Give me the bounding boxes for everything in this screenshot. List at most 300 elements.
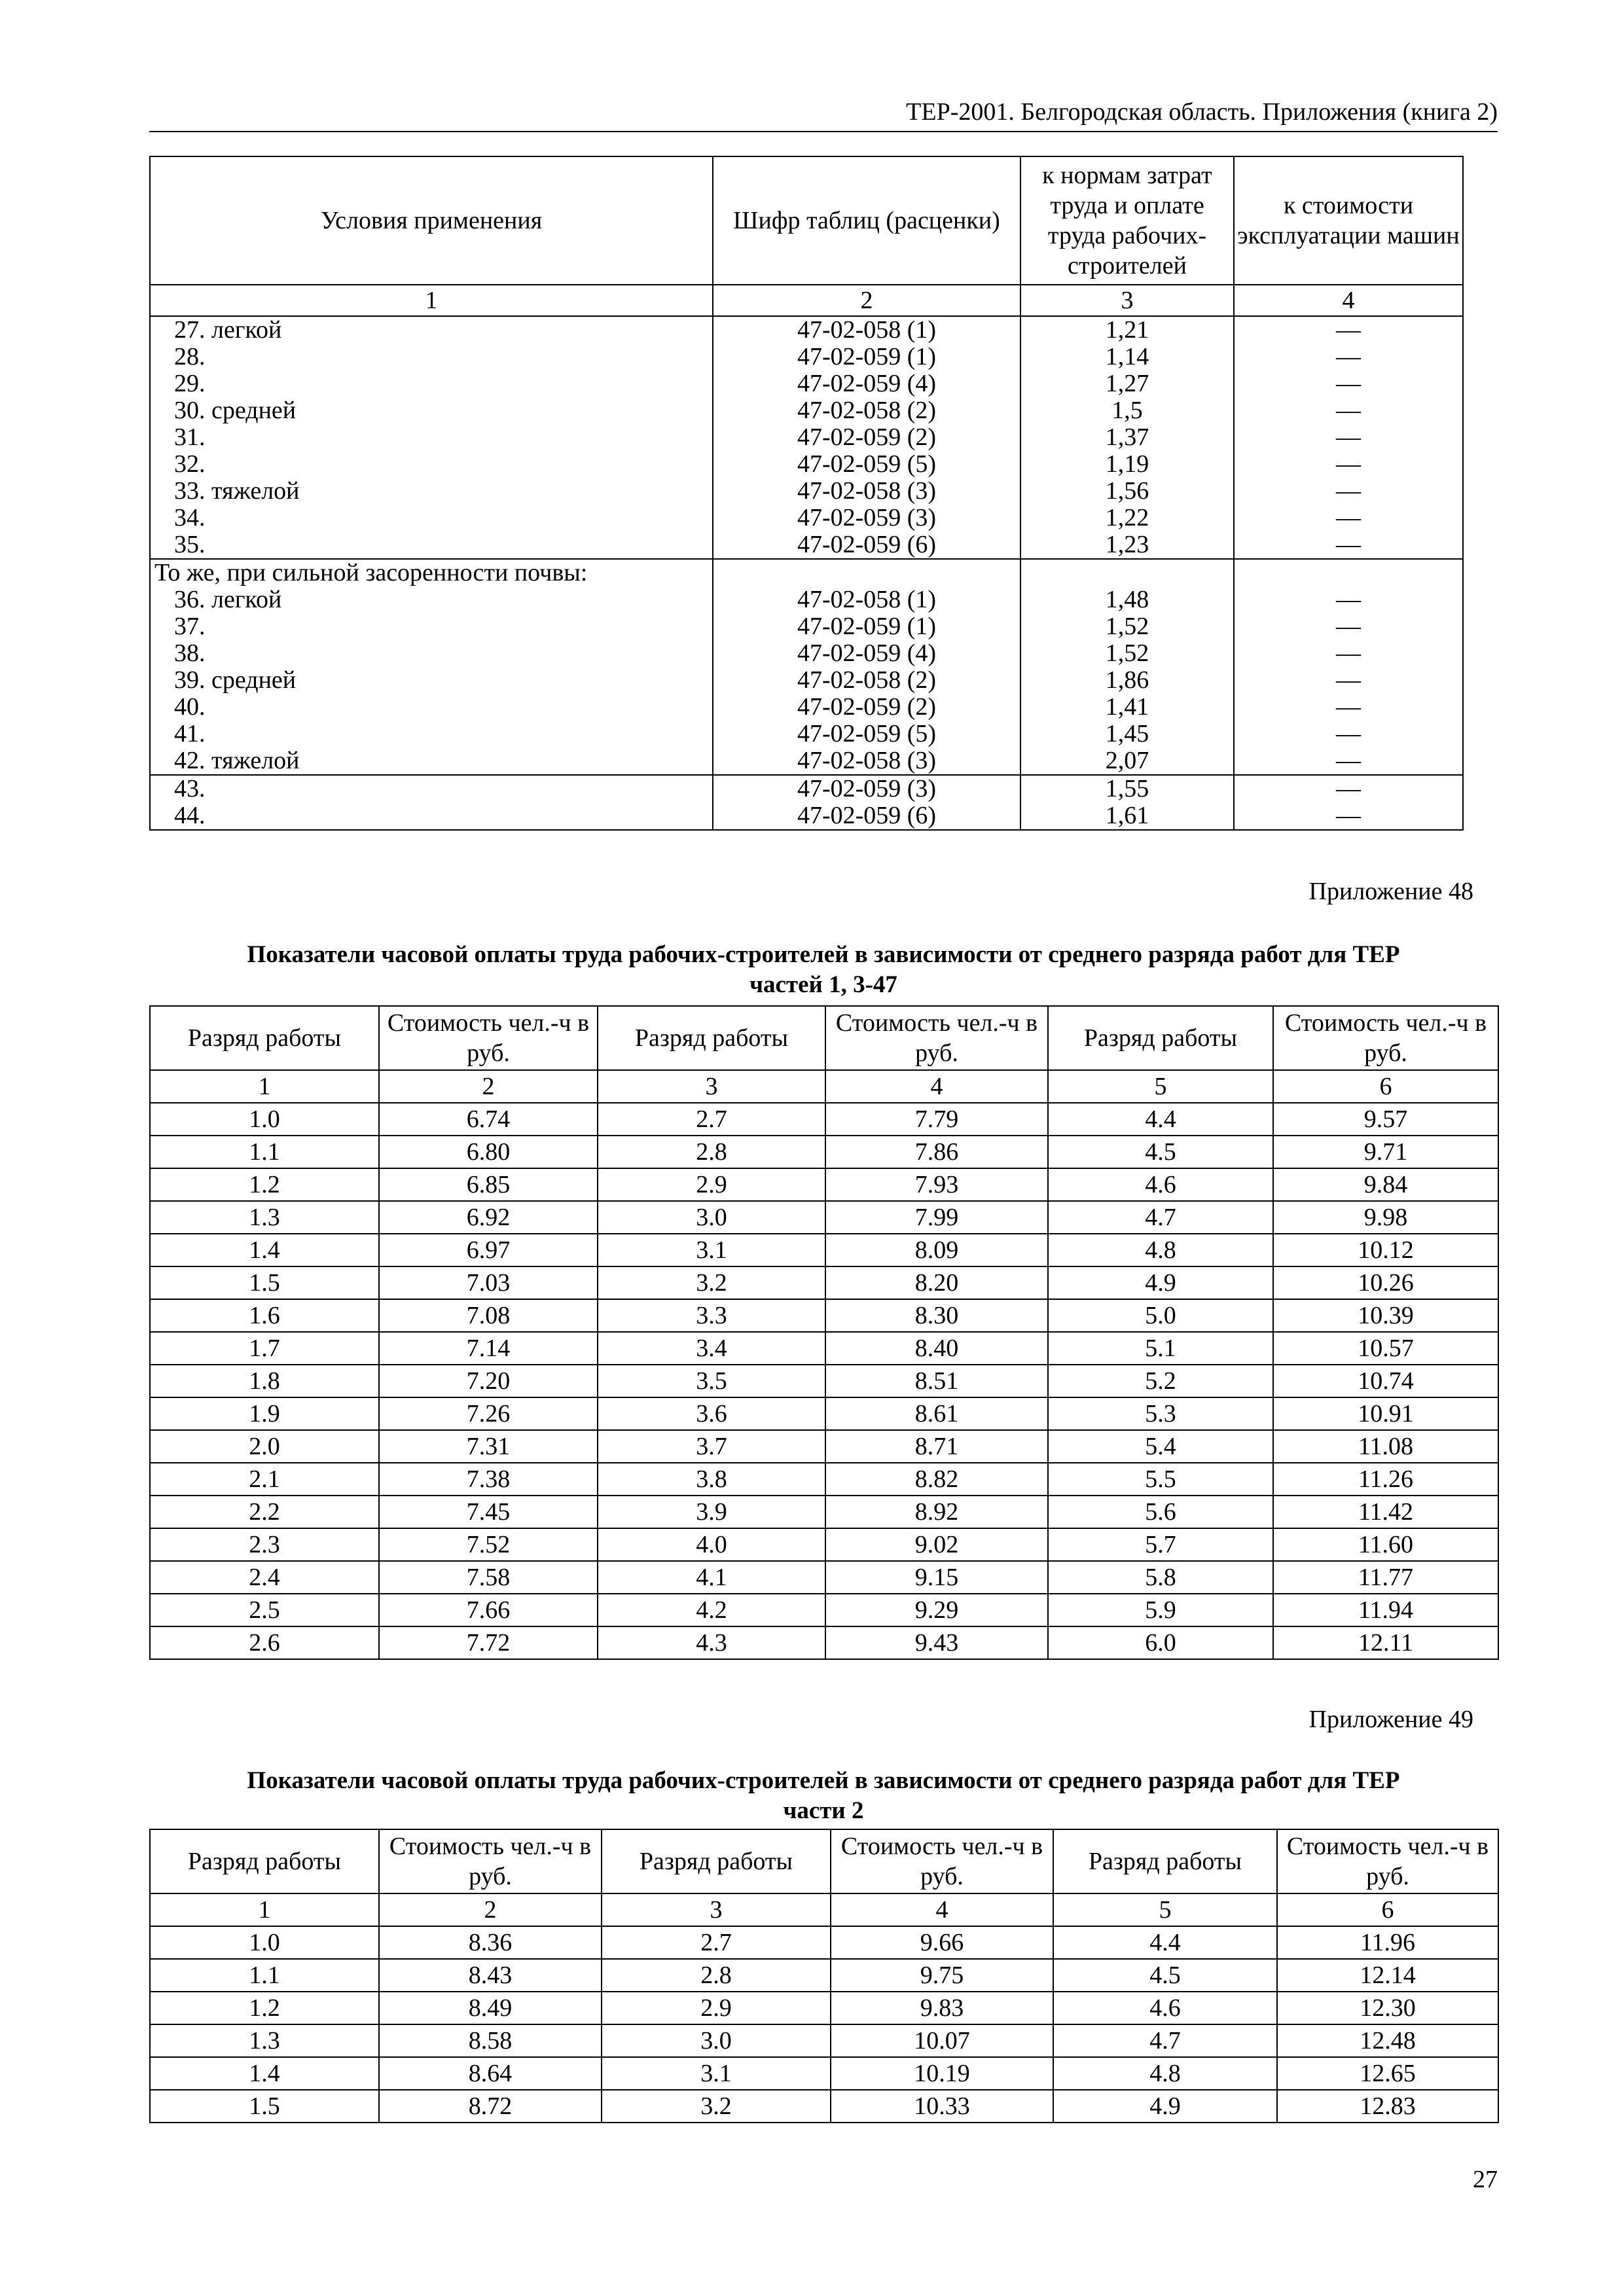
- table-code: 47-02-059 (1): [797, 344, 937, 370]
- table-row: [150, 1266, 1498, 1299]
- grade-cell: 4.7: [1053, 2024, 1277, 2057]
- condition-label: 35.: [174, 531, 206, 558]
- cost-cell: 8.71: [825, 1430, 1048, 1463]
- header-grade: Разряд работы: [150, 1006, 379, 1070]
- table-row: [150, 1136, 1498, 1168]
- grade-cell: 3.0: [602, 2024, 831, 2057]
- grade-cell: 2.3: [150, 1528, 379, 1561]
- column-number: 3: [602, 1893, 831, 1926]
- column-number: 5: [1053, 1893, 1277, 1926]
- cost-cell: 11.08: [1273, 1430, 1498, 1463]
- appendix-48-title-line1: Показатели часовой оплаты труда рабочих-строителей в зависимости от среднего разряда работ для ТЕР: [247, 941, 1400, 968]
- cost-cell: 9.29: [825, 1594, 1048, 1626]
- column-number: 3: [1020, 285, 1234, 316]
- machine-coefficient: —: [1336, 747, 1361, 774]
- header-cost: Стоимость чел.-ч в руб.: [379, 1006, 598, 1070]
- labor-coefficient: 1,52: [1105, 640, 1149, 667]
- grade-cell: 1.9: [150, 1397, 379, 1430]
- cost-cell: 7.66: [379, 1594, 598, 1626]
- appendix-49-label: Приложение 49: [1308, 1706, 1473, 1733]
- labor-coefficient: 1,61: [1105, 802, 1149, 829]
- machine-coefficient: —: [1336, 531, 1361, 558]
- column-number: 2: [379, 1070, 598, 1103]
- spacer: [1021, 560, 1233, 586]
- cost-cell: 6.92: [379, 1201, 598, 1234]
- cost-cell: 7.38: [379, 1463, 598, 1496]
- labor-coefficient: 1,52: [1105, 613, 1149, 640]
- grade-cell: 2.2: [150, 1496, 379, 1528]
- condition-label: 34.: [174, 505, 206, 531]
- grade-cell: 3.8: [598, 1463, 825, 1496]
- column-number: 1: [150, 285, 713, 316]
- cost-cell: 10.19: [831, 2057, 1053, 2090]
- table-code: 47-02-059 (4): [797, 370, 937, 397]
- column-number: 6: [1277, 1893, 1498, 1926]
- grade-cell: 5.4: [1048, 1430, 1273, 1463]
- grade-cell: 1.6: [150, 1299, 379, 1332]
- header-grade: Разряд работы: [602, 1829, 831, 1893]
- group-cell: [1234, 775, 1463, 830]
- condition-label: 31.: [174, 424, 206, 451]
- table-code: 47-02-058 (2): [797, 667, 937, 694]
- cost-cell: 9.66: [831, 1926, 1053, 1959]
- table-code: 47-02-058 (3): [797, 747, 937, 774]
- table-row: [150, 1234, 1498, 1266]
- grade-cell: 4.6: [1053, 1992, 1277, 2024]
- grade-cell: 4.0: [598, 1528, 825, 1561]
- table-code: 47-02-059 (6): [797, 531, 937, 558]
- condition-label: 43.: [174, 776, 206, 802]
- grade-cell: 4.6: [1048, 1168, 1273, 1201]
- cost-cell: 12.14: [1277, 1959, 1498, 1992]
- group-heading: То же, при сильной засоренности почвы:: [154, 560, 588, 586]
- table-row: [150, 1626, 1498, 1659]
- cost-cell: 7.93: [825, 1168, 1048, 1201]
- hourly-rates-table-48: [149, 1005, 1499, 1660]
- grade-cell: 5.8: [1048, 1561, 1273, 1594]
- cost-cell: 7.52: [379, 1528, 598, 1561]
- cost-cell: 10.57: [1273, 1332, 1498, 1365]
- grade-cell: 5.5: [1048, 1463, 1273, 1496]
- labor-coefficient: 1,14: [1105, 344, 1149, 370]
- grade-cell: 1.1: [150, 1136, 379, 1168]
- grade-cell: 1.1: [150, 1959, 379, 1992]
- cost-cell: 12.83: [1277, 2090, 1498, 2123]
- cost-cell: 9.71: [1273, 1136, 1498, 1168]
- header-cost: Стоимость чел.-ч в руб.: [1273, 1006, 1498, 1070]
- grade-cell: 3.3: [598, 1299, 825, 1332]
- header-cost: Стоимость чел.-ч в руб.: [379, 1829, 602, 1893]
- cost-cell: 12.30: [1277, 1992, 1498, 2024]
- grade-cell: 3.5: [598, 1365, 825, 1397]
- grade-cell: 5.3: [1048, 1397, 1273, 1430]
- cost-cell: 11.42: [1273, 1496, 1498, 1528]
- column-number: 1: [150, 1893, 379, 1926]
- cost-cell: 8.09: [825, 1234, 1048, 1266]
- condition-label: 27. легкой: [174, 317, 282, 344]
- group-cell: [150, 316, 713, 559]
- machine-coefficient: —: [1336, 424, 1361, 451]
- header-grade: Разряд работы: [598, 1006, 825, 1070]
- cost-cell: 8.30: [825, 1299, 1048, 1332]
- table-code: 47-02-059 (1): [797, 613, 937, 640]
- appendix-49-title-line2: части 2: [783, 1797, 864, 1824]
- table-row: [150, 2090, 1498, 2123]
- table-code: 47-02-059 (2): [797, 424, 937, 451]
- grade-cell: 4.9: [1053, 2090, 1277, 2123]
- cost-cell: 9.15: [825, 1561, 1048, 1594]
- grade-cell: 1.8: [150, 1365, 379, 1397]
- cost-cell: 6.97: [379, 1234, 598, 1266]
- cost-cell: 7.03: [379, 1266, 598, 1299]
- cost-cell: 9.57: [1273, 1103, 1498, 1136]
- machine-coefficient: —: [1336, 721, 1361, 747]
- grade-cell: 4.5: [1053, 1959, 1277, 1992]
- group-cell: [150, 775, 713, 830]
- grade-cell: 5.7: [1048, 1528, 1273, 1561]
- cost-cell: 12.11: [1273, 1626, 1498, 1659]
- machine-coefficient: —: [1336, 640, 1361, 667]
- table-row: [150, 1594, 1498, 1626]
- machine-coefficient: —: [1336, 586, 1361, 613]
- grade-cell: 4.7: [1048, 1201, 1273, 1234]
- table-code: 47-02-058 (3): [797, 478, 937, 505]
- cost-cell: 9.83: [831, 1992, 1053, 2024]
- running-header: ТЕР-2001. Белгородская область. Приложения (книга 2): [149, 98, 1498, 132]
- column-number: 2: [379, 1893, 602, 1926]
- column-number: 2: [713, 285, 1020, 316]
- cost-cell: 8.61: [825, 1397, 1048, 1430]
- table-row: [150, 1463, 1498, 1496]
- table-code: 47-02-058 (1): [797, 317, 937, 344]
- grade-cell: 4.4: [1048, 1103, 1273, 1136]
- condition-label: 36. легкой: [174, 586, 282, 613]
- cost-cell: 11.60: [1273, 1528, 1498, 1561]
- cost-cell: 6.80: [379, 1136, 598, 1168]
- cost-cell: 7.26: [379, 1397, 598, 1430]
- labor-coefficient: 1,48: [1105, 586, 1149, 613]
- machine-coefficient: —: [1336, 370, 1361, 397]
- cost-cell: 10.91: [1273, 1397, 1498, 1430]
- column-number: 5: [1048, 1070, 1273, 1103]
- cost-cell: 6.74: [379, 1103, 598, 1136]
- appendix-49-title: [149, 1766, 1498, 1826]
- grade-cell: 1.4: [150, 2057, 379, 2090]
- cost-cell: 10.74: [1273, 1365, 1498, 1397]
- cost-cell: 7.20: [379, 1365, 598, 1397]
- group-cell: [1020, 775, 1234, 830]
- cost-cell: 7.86: [825, 1136, 1048, 1168]
- labor-coefficient: 1,45: [1105, 721, 1149, 747]
- grade-cell: 3.6: [598, 1397, 825, 1430]
- grade-cell: 3.1: [602, 2057, 831, 2090]
- cost-cell: 8.72: [379, 2090, 602, 2123]
- grade-cell: 5.2: [1048, 1365, 1273, 1397]
- cost-cell: 10.39: [1273, 1299, 1498, 1332]
- grade-cell: 1.0: [150, 1103, 379, 1136]
- header-labor-coefficient: к нормам затрат труда и оплате труда рабочих-строителей: [1020, 156, 1234, 285]
- grade-cell: 2.5: [150, 1594, 379, 1626]
- grade-cell: 1.2: [150, 1992, 379, 2024]
- condition-label: 44.: [174, 802, 206, 829]
- grade-cell: 1.3: [150, 1201, 379, 1234]
- row-group: [150, 316, 1463, 559]
- page-number: 27: [1473, 2166, 1498, 2193]
- table-row: [150, 1201, 1498, 1234]
- cost-cell: 8.82: [825, 1463, 1048, 1496]
- condition-label: 33. тяжелой: [174, 478, 300, 505]
- table-row: [150, 1496, 1498, 1528]
- cost-cell: 10.12: [1273, 1234, 1498, 1266]
- cost-cell: 7.08: [379, 1299, 598, 1332]
- table-row: [150, 2057, 1498, 2090]
- coefficients-table-body: [150, 316, 1463, 830]
- grade-cell: 2.6: [150, 1626, 379, 1659]
- cost-cell: 8.20: [825, 1266, 1048, 1299]
- cost-cell: 11.26: [1273, 1463, 1498, 1496]
- table-row: [150, 1103, 1498, 1136]
- table-row: [150, 1528, 1498, 1561]
- grade-cell: 2.8: [602, 1959, 831, 1992]
- labor-coefficient: 1,23: [1105, 531, 1149, 558]
- grade-cell: 2.9: [598, 1168, 825, 1201]
- table-row: [150, 1992, 1498, 2024]
- labor-coefficient: 1,56: [1105, 478, 1149, 505]
- row-group: [150, 775, 1463, 830]
- labor-coefficient: 2,07: [1105, 747, 1149, 774]
- labor-coefficient: 1,86: [1105, 667, 1149, 694]
- grade-cell: 4.9: [1048, 1266, 1273, 1299]
- machine-coefficient: —: [1336, 451, 1361, 478]
- labor-coefficient: 1,19: [1105, 451, 1149, 478]
- grade-cell: 4.4: [1053, 1926, 1277, 1959]
- spacer: [1235, 560, 1462, 586]
- grade-cell: 3.7: [598, 1430, 825, 1463]
- cost-cell: 8.49: [379, 1992, 602, 2024]
- cost-cell: 10.07: [831, 2024, 1053, 2057]
- cost-cell: 8.51: [825, 1365, 1048, 1397]
- grade-cell: 4.8: [1053, 2057, 1277, 2090]
- cost-cell: 10.26: [1273, 1266, 1498, 1299]
- table-row: [150, 1397, 1498, 1430]
- group-cell: [1020, 316, 1234, 559]
- table-row: [150, 1332, 1498, 1365]
- cost-cell: 7.99: [825, 1201, 1048, 1234]
- cost-cell: 9.75: [831, 1959, 1053, 1992]
- cost-cell: 12.65: [1277, 2057, 1498, 2090]
- header-grade: Разряд работы: [150, 1829, 379, 1893]
- machine-coefficient: —: [1336, 317, 1361, 344]
- column-number: 4: [1234, 285, 1463, 316]
- grade-cell: 3.2: [602, 2090, 831, 2123]
- table-row: [150, 1299, 1498, 1332]
- table-row: [150, 1959, 1498, 1992]
- grade-cell: 2.0: [150, 1430, 379, 1463]
- labor-coefficient: 1,5: [1111, 397, 1143, 424]
- grade-cell: 2.4: [150, 1561, 379, 1594]
- table-row: [150, 1168, 1498, 1201]
- appendix-48-title: [149, 940, 1498, 1000]
- table-code: 47-02-059 (3): [797, 776, 937, 802]
- coefficients-table: [149, 156, 1464, 831]
- labor-coefficient: 1,55: [1105, 776, 1149, 802]
- grade-cell: 4.3: [598, 1626, 825, 1659]
- group-cell: [1234, 559, 1463, 775]
- cost-cell: 6.85: [379, 1168, 598, 1201]
- machine-coefficient: —: [1336, 397, 1361, 424]
- grade-cell: 3.1: [598, 1234, 825, 1266]
- table-row: [150, 1365, 1498, 1397]
- appendix-49-title-line1: Показатели часовой оплаты труда рабочих-строителей в зависимости от среднего разряда работ для ТЕР: [247, 1767, 1400, 1794]
- grade-cell: 2.7: [602, 1926, 831, 1959]
- table-code: 47-02-059 (3): [797, 505, 937, 531]
- labor-coefficient: 1,41: [1105, 694, 1149, 721]
- grade-cell: 4.5: [1048, 1136, 1273, 1168]
- grade-cell: 4.2: [598, 1594, 825, 1626]
- cost-cell: 10.33: [831, 2090, 1053, 2123]
- table-row: [150, 2024, 1498, 2057]
- header-table-code: Шифр таблиц (расценки): [713, 156, 1020, 285]
- labor-coefficient: 1,21: [1105, 317, 1149, 344]
- header-machine-coefficient: к стоимости эксплуатации машин: [1234, 156, 1463, 285]
- grade-cell: 1.0: [150, 1926, 379, 1959]
- cost-cell: 9.02: [825, 1528, 1048, 1561]
- cost-cell: 9.43: [825, 1626, 1048, 1659]
- condition-label: 29.: [174, 370, 206, 397]
- cost-cell: 8.43: [379, 1959, 602, 1992]
- condition-label: 40.: [174, 694, 206, 721]
- grade-cell: 3.0: [598, 1201, 825, 1234]
- table-code: 47-02-058 (1): [797, 586, 937, 613]
- table-row: [150, 1430, 1498, 1463]
- grade-cell: 3.9: [598, 1496, 825, 1528]
- group-cell: [713, 775, 1020, 830]
- row-group: [150, 559, 1463, 775]
- appendix-48-title-line2: частей 1, 3-47: [749, 971, 897, 998]
- cost-cell: 8.36: [379, 1926, 602, 1959]
- grade-cell: 5.0: [1048, 1299, 1273, 1332]
- hourly-rates-48-body: [150, 1103, 1498, 1659]
- machine-coefficient: —: [1336, 505, 1361, 531]
- condition-label: 30. средней: [174, 397, 297, 424]
- table-code: 47-02-059 (2): [797, 694, 937, 721]
- grade-cell: 4.1: [598, 1561, 825, 1594]
- cost-cell: 8.64: [379, 2057, 602, 2090]
- table-code: 47-02-059 (5): [797, 721, 937, 747]
- grade-cell: 1.3: [150, 2024, 379, 2057]
- grade-cell: 2.9: [602, 1992, 831, 2024]
- header-conditions: Условия применения: [150, 156, 713, 285]
- condition-label: 41.: [174, 721, 206, 747]
- grade-cell: 4.8: [1048, 1234, 1273, 1266]
- machine-coefficient: —: [1336, 667, 1361, 694]
- header-grade: Разряд работы: [1053, 1829, 1277, 1893]
- machine-coefficient: —: [1336, 694, 1361, 721]
- labor-coefficient: 1,37: [1105, 424, 1149, 451]
- grade-cell: 1.4: [150, 1234, 379, 1266]
- grade-cell: 2.1: [150, 1463, 379, 1496]
- column-number: 1: [150, 1070, 379, 1103]
- appendix-48-label: Приложение 48: [1308, 878, 1473, 905]
- header-cost: Стоимость чел.-ч в руб.: [1277, 1829, 1498, 1893]
- machine-coefficient: —: [1336, 776, 1361, 802]
- cost-cell: 8.92: [825, 1496, 1048, 1528]
- machine-coefficient: —: [1336, 344, 1361, 370]
- machine-coefficient: —: [1336, 613, 1361, 640]
- cost-cell: 11.96: [1277, 1926, 1498, 1959]
- cost-cell: 9.84: [1273, 1168, 1498, 1201]
- hourly-rates-49-body: [150, 1926, 1498, 2123]
- cost-cell: 7.58: [379, 1561, 598, 1594]
- condition-label: 39. средней: [174, 667, 297, 694]
- grade-cell: 2.7: [598, 1103, 825, 1136]
- table-code: 47-02-059 (6): [797, 802, 937, 829]
- cost-cell: 7.72: [379, 1626, 598, 1659]
- condition-label: 37.: [174, 613, 206, 640]
- table-code: 47-02-058 (2): [797, 397, 937, 424]
- header-grade: Разряд работы: [1048, 1006, 1273, 1070]
- header-cost: Стоимость чел.-ч в руб.: [825, 1006, 1048, 1070]
- condition-label: 32.: [174, 451, 206, 478]
- hourly-rates-table-49: [149, 1829, 1499, 2123]
- grade-cell: 1.7: [150, 1332, 379, 1365]
- grade-cell: 5.6: [1048, 1496, 1273, 1528]
- cost-cell: 12.48: [1277, 2024, 1498, 2057]
- column-number: 3: [598, 1070, 825, 1103]
- cost-cell: 11.94: [1273, 1594, 1498, 1626]
- condition-label: 38.: [174, 640, 206, 667]
- condition-label: 28.: [174, 344, 206, 370]
- labor-coefficient: 1,27: [1105, 370, 1149, 397]
- cost-cell: 9.98: [1273, 1201, 1498, 1234]
- condition-label: 42. тяжелой: [174, 747, 300, 774]
- group-cell: [713, 559, 1020, 775]
- cost-cell: 7.14: [379, 1332, 598, 1365]
- cost-cell: 7.45: [379, 1496, 598, 1528]
- grade-cell: 1.5: [150, 2090, 379, 2123]
- spacer: [713, 560, 1020, 586]
- cost-cell: 8.40: [825, 1332, 1048, 1365]
- cost-cell: 8.58: [379, 2024, 602, 2057]
- grade-cell: 3.2: [598, 1266, 825, 1299]
- table-row: [150, 1926, 1498, 1959]
- grade-cell: 5.9: [1048, 1594, 1273, 1626]
- column-number: 4: [831, 1893, 1053, 1926]
- grade-cell: 1.2: [150, 1168, 379, 1201]
- machine-coefficient: —: [1336, 802, 1361, 829]
- column-number: 6: [1273, 1070, 1498, 1103]
- table-code: 47-02-059 (4): [797, 640, 937, 667]
- column-number: 4: [825, 1070, 1048, 1103]
- group-cell: [150, 559, 713, 775]
- grade-cell: 3.4: [598, 1332, 825, 1365]
- grade-cell: 2.8: [598, 1136, 825, 1168]
- table-code: 47-02-059 (5): [797, 451, 937, 478]
- grade-cell: 5.1: [1048, 1332, 1273, 1365]
- grade-cell: 1.5: [150, 1266, 379, 1299]
- grade-cell: 6.0: [1048, 1626, 1273, 1659]
- cost-cell: 7.79: [825, 1103, 1048, 1136]
- machine-coefficient: —: [1336, 478, 1361, 505]
- group-cell: [713, 316, 1020, 559]
- table-row: [150, 1561, 1498, 1594]
- cost-cell: 11.77: [1273, 1561, 1498, 1594]
- cost-cell: 7.31: [379, 1430, 598, 1463]
- group-cell: [1234, 316, 1463, 559]
- header-cost: Стоимость чел.-ч в руб.: [831, 1829, 1053, 1893]
- group-cell: [1020, 559, 1234, 775]
- labor-coefficient: 1,22: [1105, 505, 1149, 531]
